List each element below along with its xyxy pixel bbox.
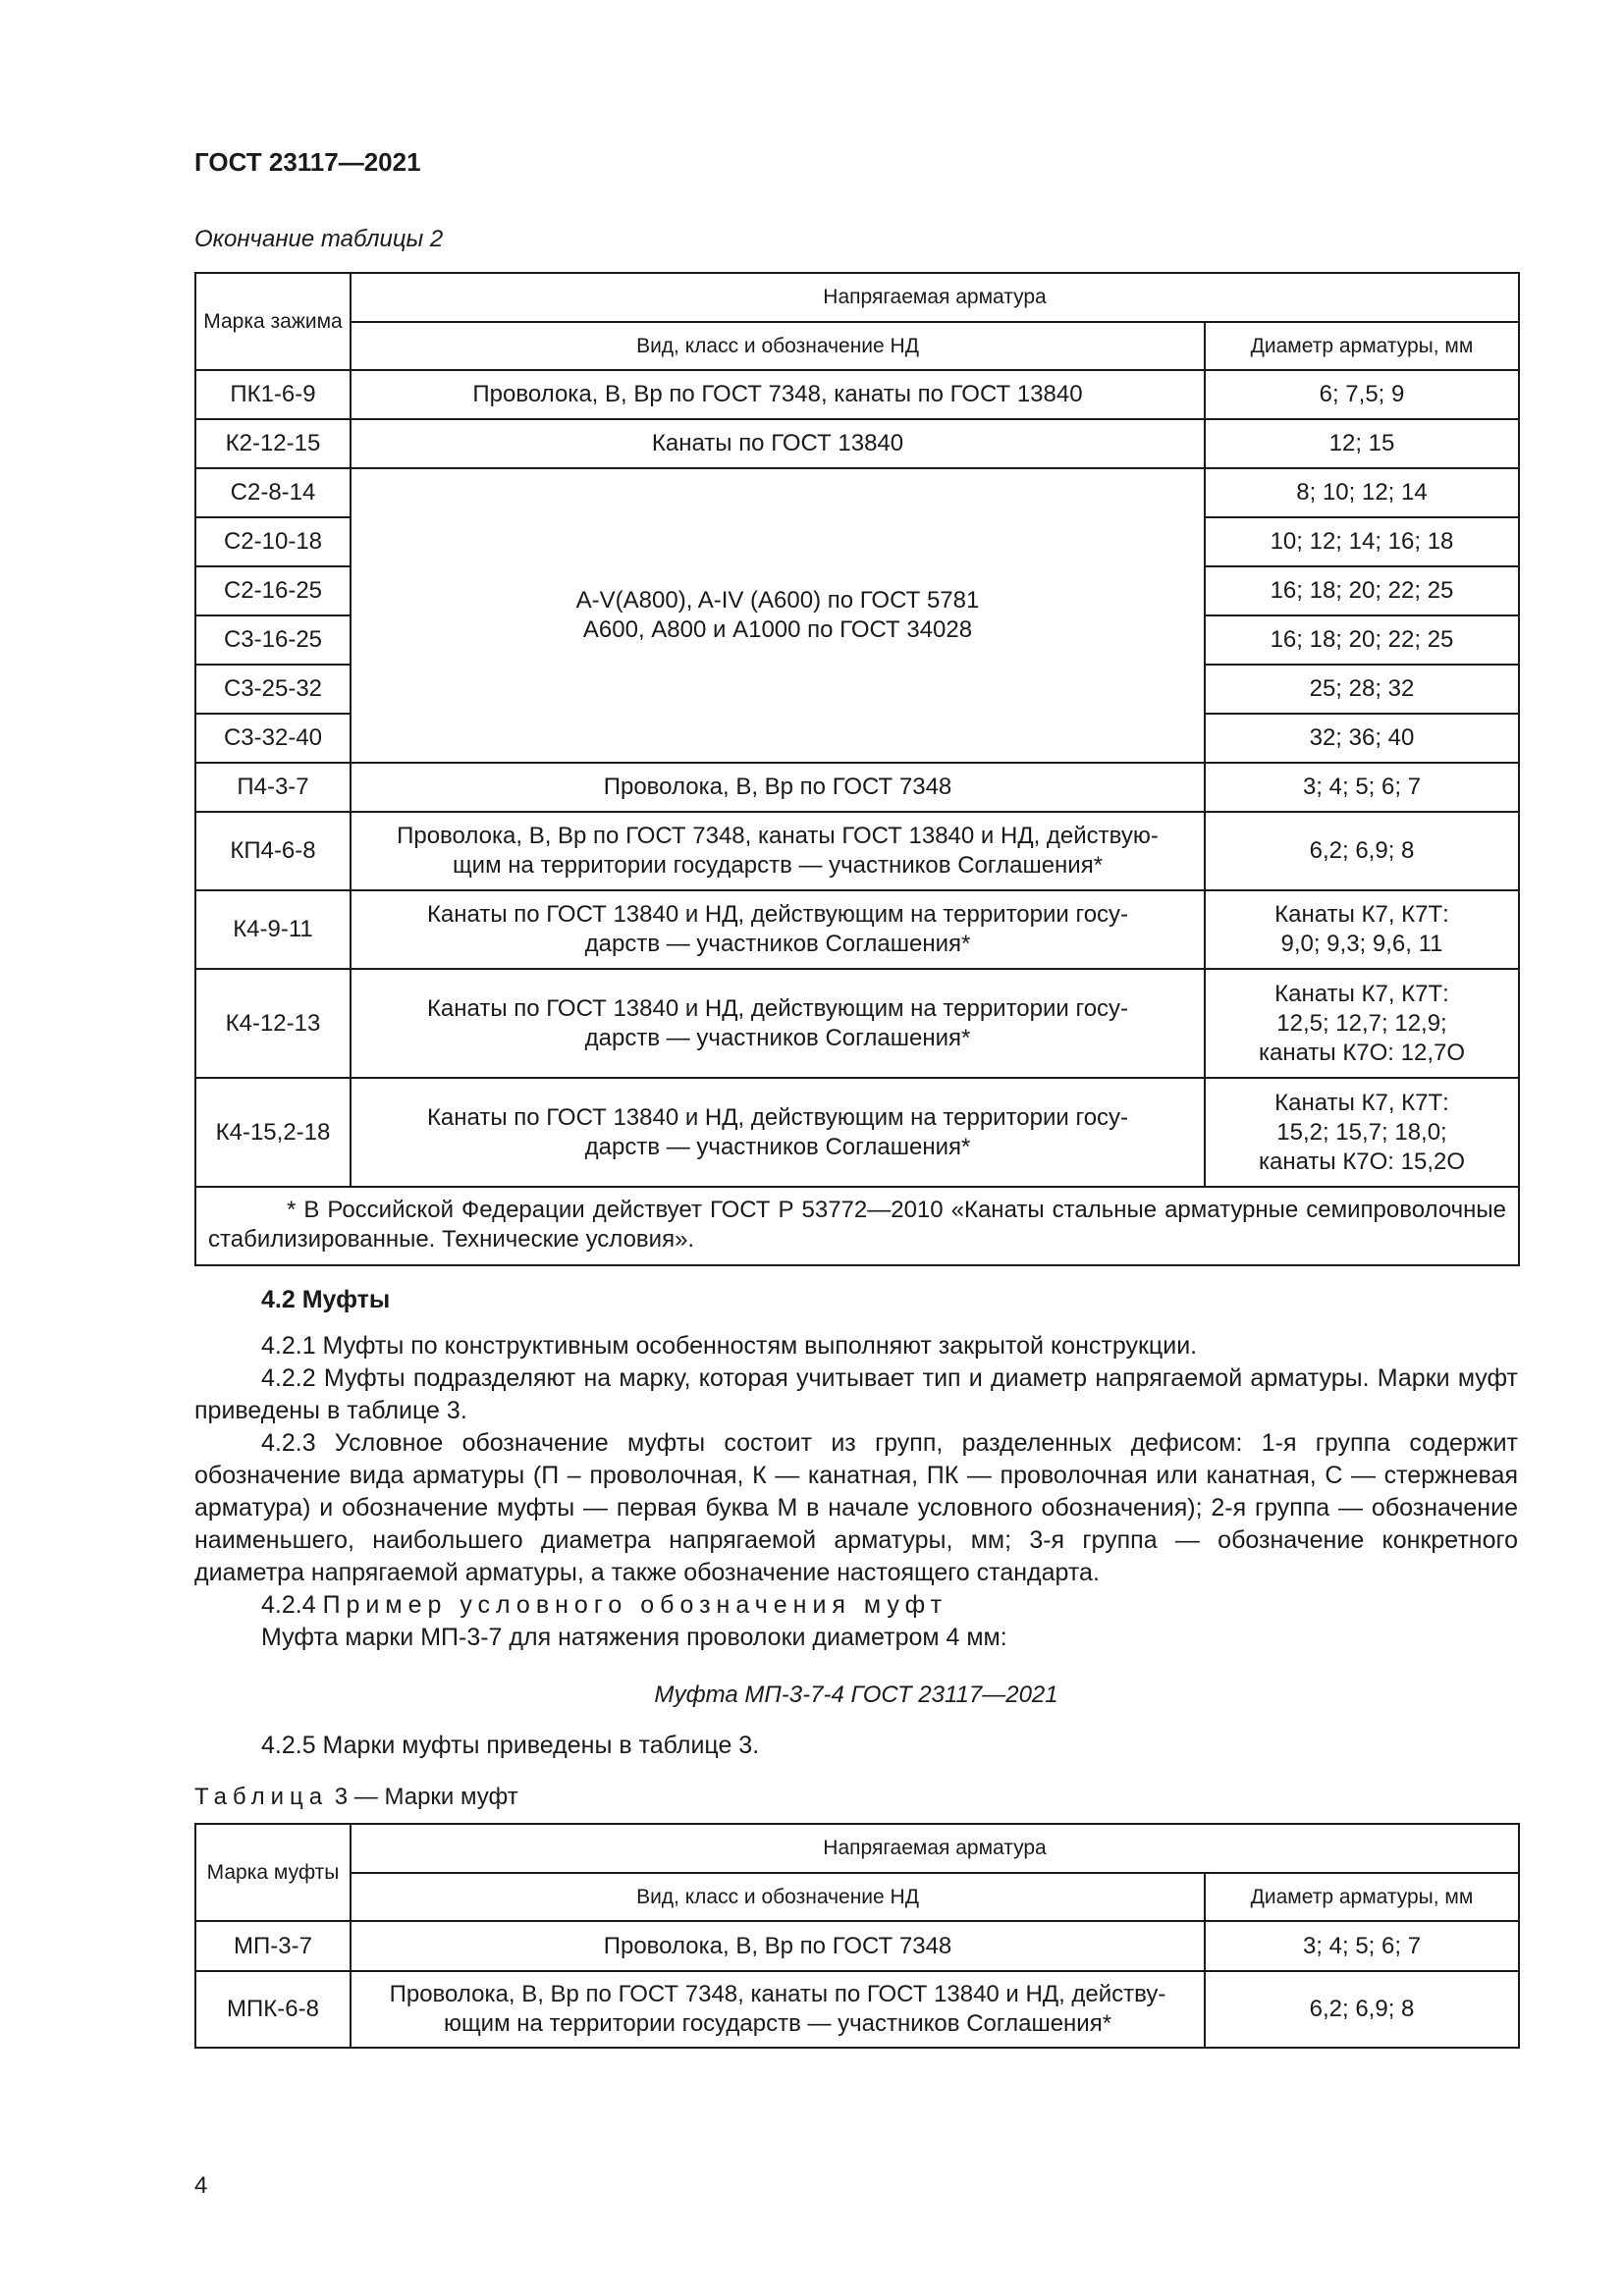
- table3-caption-word: Таблица: [194, 1784, 329, 1810]
- mark-cell: К4-12-13: [195, 969, 351, 1078]
- type-cell: Канаты по ГОСТ 13840: [351, 419, 1205, 468]
- diameter-cell: 10; 12; 14; 16; 18: [1205, 517, 1519, 566]
- type-cell: Проволока, В, Вр по ГОСТ 7348: [351, 763, 1205, 812]
- table2-header-type: Вид, класс и обозначение НД: [351, 322, 1205, 370]
- paragraph-4-2-5: 4.2.5 Марки муфты приведены в таблице 3.: [261, 1732, 760, 1759]
- diameter-cell: 32; 36; 40: [1205, 714, 1519, 763]
- table-row: [195, 763, 1519, 812]
- table3-header-group: Напрягаемая арматура: [351, 1824, 1519, 1873]
- mark-cell: С2-8-14: [195, 468, 351, 517]
- type-cell-merged: A-V(A800), A-IV (A600) по ГОСТ 5781 А600, А800 и А1000 по ГОСТ 34028: [351, 468, 1205, 763]
- table-row: [195, 1921, 1519, 1971]
- section-heading: 4.2 Муфты: [261, 1286, 391, 1313]
- mark-cell: МПК-6-8: [195, 1971, 351, 2048]
- table-row: [195, 890, 1519, 969]
- document-header: ГОСТ 23117—2021: [194, 147, 421, 177]
- table3-caption-rest: 3 — Марки муфт: [334, 1784, 518, 1810]
- table-row: [195, 468, 1519, 517]
- diameter-cell: 6; 7,5; 9: [1205, 370, 1519, 419]
- table3-caption: [194, 1784, 518, 1811]
- diameter-cell: 6,2; 6,9; 8: [1205, 1971, 1519, 2048]
- table-row: [195, 370, 1519, 419]
- table-row: [195, 969, 1519, 1078]
- diameter-cell: Канаты К7, К7Т: 9,0; 9,3; 9,6, 11: [1205, 890, 1519, 969]
- table-row: [195, 1078, 1519, 1187]
- designation-example: Муфта МП-3-7-4 ГОСТ 23117—2021: [654, 1682, 1058, 1708]
- diameter-cell: 12; 15: [1205, 419, 1519, 468]
- table3-header-diameter: Диаметр арматуры, мм: [1205, 1873, 1519, 1921]
- diameter-cell: 25; 28; 32: [1205, 665, 1519, 714]
- table2-footnote: * В Российской Федерации действует ГОСТ Р 53772—2010 «Канаты стальные арматурные семипроволочные стабилизированные. Технические условия».: [195, 1187, 1519, 1265]
- section-text-block-2: [194, 1730, 1518, 1762]
- mark-cell: КП4-6-8: [195, 812, 351, 890]
- diameter-cell: 3; 4; 5; 6; 7: [1205, 763, 1519, 812]
- mark-cell: К4-9-11: [195, 890, 351, 969]
- paragraph-4-2-2: 4.2.2 Муфты подразделяют на марку, которая учитывает тип и диаметр напрягаемой арматуры. Марки муфт приведены в таблице 3.: [194, 1364, 1518, 1424]
- diameter-cell: 3; 4; 5; 6; 7: [1205, 1921, 1519, 1971]
- table2-header-group: Напрягаемая арматура: [351, 273, 1519, 322]
- table3-header-type: Вид, класс и обозначение НД: [351, 1873, 1205, 1921]
- diameter-cell: 16; 18; 20; 22; 25: [1205, 615, 1519, 665]
- table2-header-diameter: Диаметр арматуры, мм: [1205, 322, 1519, 370]
- table2-caption: Окончание таблицы 2: [194, 226, 444, 252]
- paragraph-4-2-3: 4.2.3 Условное обозначение муфты состоит из групп, разделенных дефисом: 1-я группа содержит обозначение вида арматуры (П – проволочная, К — канатная, ПК — проволочная или канатная, С — стержневая арматура) и обозначение муфты — первая буква М в начале условного обозначения); 2-я группа — обозначение наименьшего, наибольшего диаметра напрягаемой арматуры, мм; 3-я группа — обозначение конкретного диаметра напрягаемой арматуры, а также обозначение настоящего стандарта.: [194, 1429, 1518, 1586]
- mark-cell: К4-15,2-18: [195, 1078, 351, 1187]
- paragraph-number: 4.2.4: [261, 1591, 316, 1619]
- mark-cell: МП-3-7: [195, 1921, 351, 1971]
- page-number: 4: [194, 2172, 208, 2199]
- diameter-cell: 6,2; 6,9; 8: [1205, 812, 1519, 890]
- table-row: [195, 1971, 1519, 2048]
- paragraph-example-intro: Муфта марки МП-3-7 для натяжения проволоки диаметром 4 мм:: [261, 1624, 1007, 1651]
- mark-cell: С3-16-25: [195, 615, 351, 665]
- mark-cell: С2-16-25: [195, 566, 351, 615]
- diameter-cell: Канаты К7, К7Т: 15,2; 15,7; 18,0; канаты К7О: 15,2О: [1205, 1078, 1519, 1187]
- mark-cell: С3-25-32: [195, 665, 351, 714]
- paragraph-4-2-4: [194, 1589, 1518, 1622]
- type-cell: Проволока, В, Вр по ГОСТ 7348, канаты по ГОСТ 13840: [351, 370, 1205, 419]
- table-row: [195, 419, 1519, 468]
- table2: [194, 272, 1520, 1266]
- mark-cell: С2-10-18: [195, 517, 351, 566]
- type-cell: Проволока, В, Вр по ГОСТ 7348, канаты по ГОСТ 13840 и НД, действу- ющим на территории государств — участников Соглашения*: [351, 1971, 1205, 2048]
- table2-header-mark: Марка зажима: [195, 273, 351, 370]
- diameter-cell: 8; 10; 12; 14: [1205, 468, 1519, 517]
- paragraph-4-2-1: 4.2.1 Муфты по конструктивным особенностям выполняют закрытой конструкции.: [261, 1332, 1198, 1360]
- type-cell: Канаты по ГОСТ 13840 и НД, действующим на территории госу- дарств — участников Соглашения*: [351, 890, 1205, 969]
- mark-cell: К2-12-15: [195, 419, 351, 468]
- type-cell: Канаты по ГОСТ 13840 и НД, действующим на территории госу- дарств — участников Соглашения*: [351, 969, 1205, 1078]
- table-row: [195, 812, 1519, 890]
- example-title: Пример условного обозначения муфт: [322, 1591, 948, 1619]
- type-cell: Канаты по ГОСТ 13840 и НД, действующим на территории госу- дарств — участников Соглашения*: [351, 1078, 1205, 1187]
- type-cell: Проволока, В, Вр по ГОСТ 7348: [351, 1921, 1205, 1971]
- diameter-cell: Канаты К7, К7Т: 12,5; 12,7; 12,9; канаты К7О: 12,7О: [1205, 969, 1519, 1078]
- type-cell: Проволока, В, Вр по ГОСТ 7348, канаты ГОСТ 13840 и НД, действую- щим на территории государств — участников Соглашения*: [351, 812, 1205, 890]
- mark-cell: С3-32-40: [195, 714, 351, 763]
- table3-header-mark: Марка муфты: [195, 1824, 351, 1921]
- diameter-cell: 16; 18; 20; 22; 25: [1205, 566, 1519, 615]
- section-text-block: [194, 1330, 1518, 1654]
- mark-cell: П4-3-7: [195, 763, 351, 812]
- mark-cell: ПК1-6-9: [195, 370, 351, 419]
- table3: [194, 1823, 1520, 2049]
